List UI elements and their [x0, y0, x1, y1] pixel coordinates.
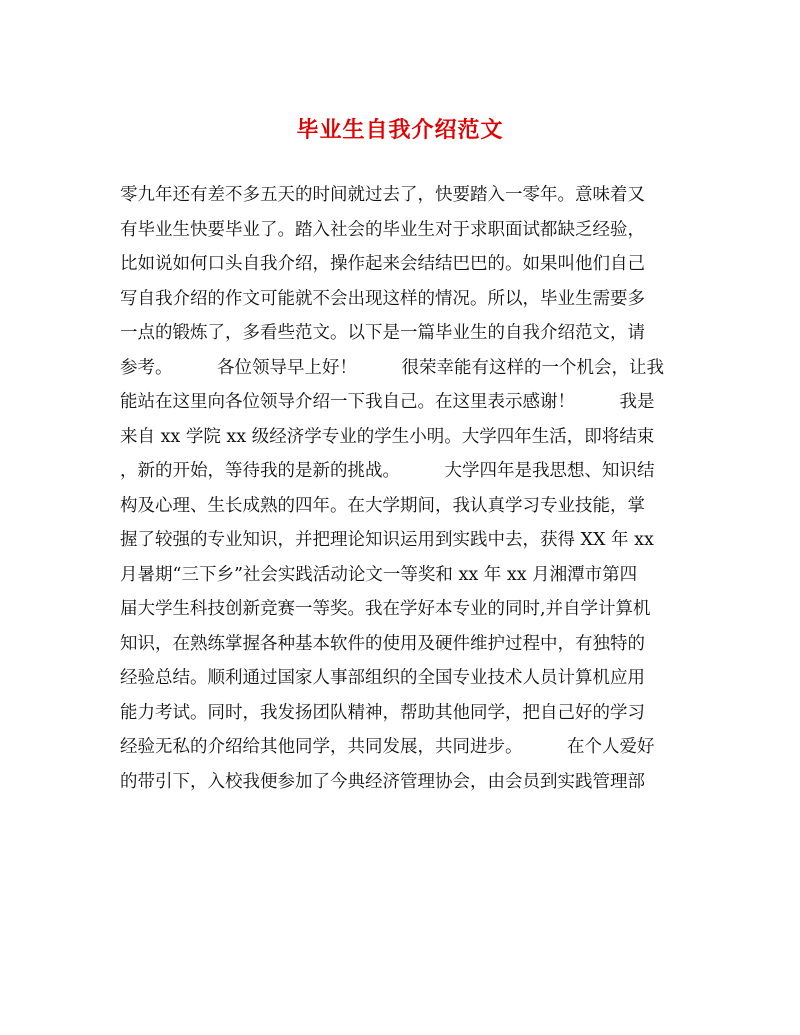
body-line: 经验无私的介绍给其他同学，共同发展，共同进步。 在个人爱好: [120, 737, 655, 757]
body-line: 写自我介绍的作文可能就不会出现这样的情况。所以，毕业生需要多: [120, 288, 645, 309]
body-line: 的带引下，入校我便参加了今典经济管理协会，由会员到实践管理部: [120, 771, 645, 792]
body-line: 来自 xx 学院 xx 级经济学专业的学生小明。大学四年生活，即将结束: [120, 426, 655, 447]
body-line: ，新的开始，等待我的是新的挑战。 大学四年是我思想、知识结: [120, 461, 655, 481]
body-line: 比如说如何口头自我介绍，操作起来会结结巴巴的。如果叫他们自己: [120, 254, 645, 274]
body-line: 握了较强的专业知识，并把理论知识运用到实践中去，获得 XX 年 xx: [120, 530, 654, 550]
body-line: 有毕业生快要毕业了。踏入社会的毕业生对于求职面试都缺乏经验，: [120, 219, 645, 240]
body-line: 能站在这里向各位领导介绍一下我自己。在这里表示感谢！ 我是: [120, 392, 655, 412]
body-line: 能力考试。同时，我发扬团队精神，帮助其他同学，把自己好的学习: [120, 702, 645, 723]
body-line: 届大学生科技创新竞赛一等奖。我在学好本专业的同时,并自学计算机: [120, 599, 651, 619]
document-title: 毕业生自我介绍范文: [296, 117, 504, 143]
body-line: 知识，在熟练掌握各种基本软件的使用及硬件维护过程中，有独特的: [120, 633, 645, 654]
document-body: [120, 178, 695, 799]
body-line: 经验总结。顺利通过国家人事部组织的全国专业技术人员计算机应用: [120, 668, 645, 688]
body-line: 构及心理、生长成熟的四年。在大学期间，我认真学习专业技能，掌: [120, 495, 645, 516]
body-line: 一点的锻炼了，多看些范文。以下是一篇毕业生的自我介绍范文，请: [120, 323, 645, 343]
body-line: 参考。 各位领导早上好！ 很荣幸能有这样的一个机会，让我: [120, 357, 665, 378]
body-line: 零九年还有差不多五天的时间就过去了，快要踏入一零年。意味着又: [120, 185, 645, 205]
body-line: 月暑期“三下乡”社会实践活动论文一等奖和 xx 年 xx 月湘潭市第四: [120, 564, 638, 585]
